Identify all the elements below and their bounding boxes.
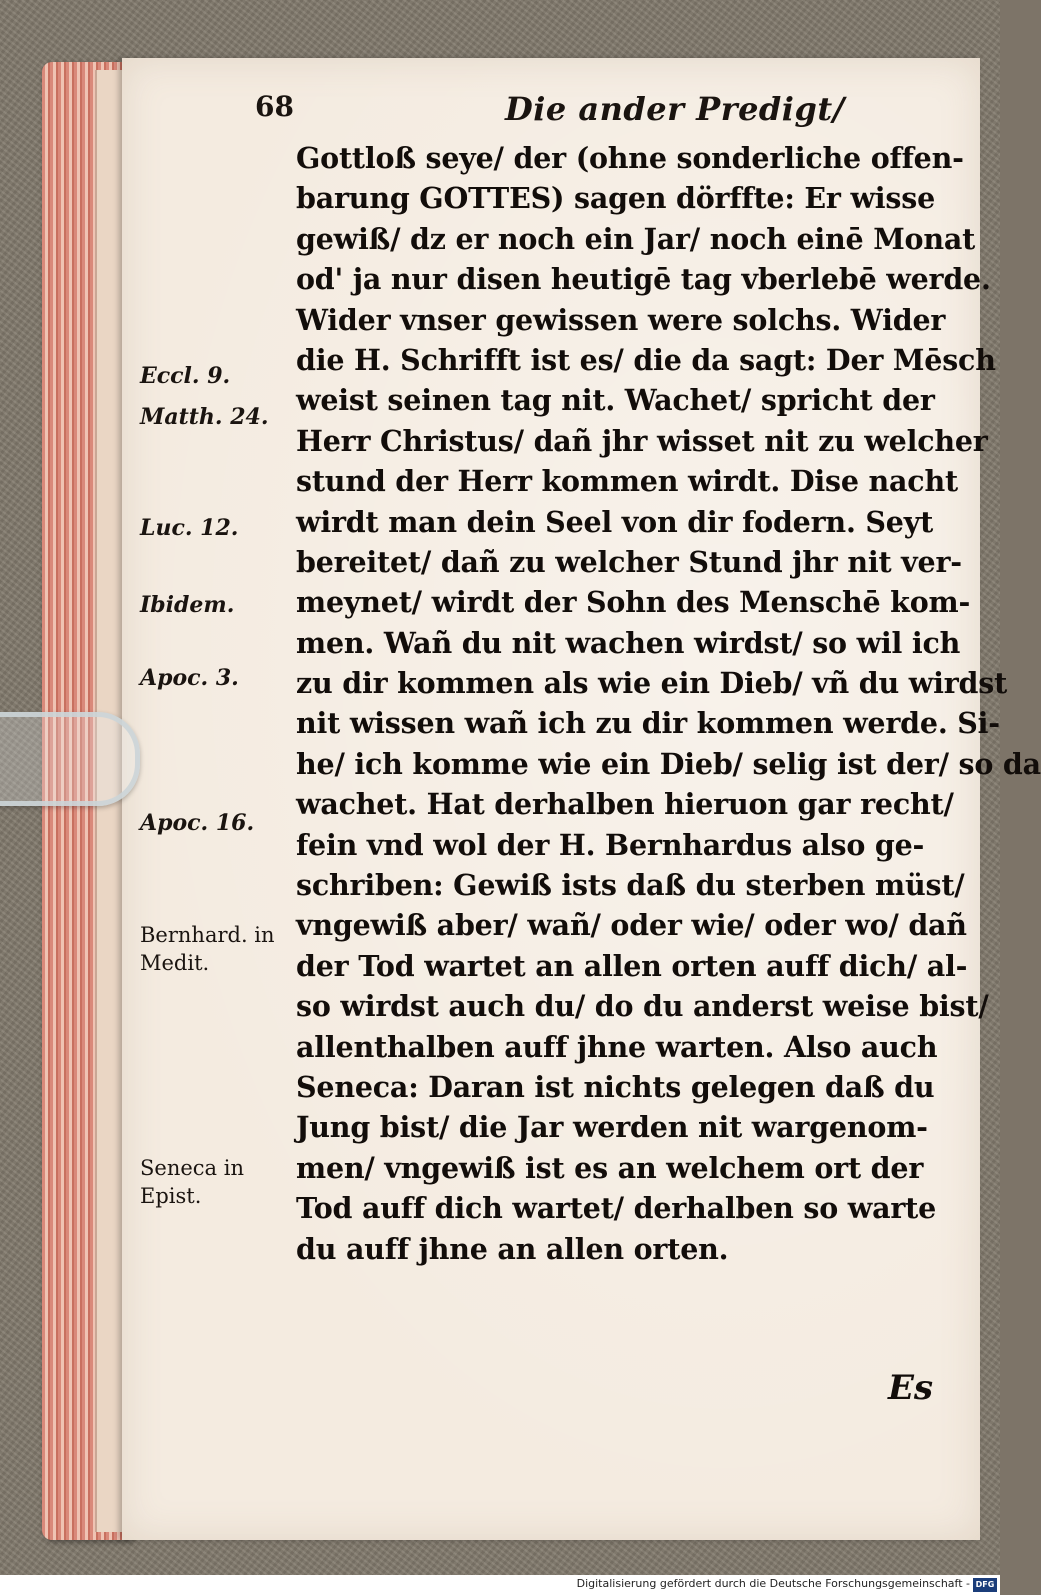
text-line: du auff jhne an allen orten. (296, 1231, 729, 1266)
text-line: Jung bist/ die Jar werden nit wargenom- (296, 1110, 928, 1145)
margin-note-bernhard: Bernhard. in (140, 923, 275, 947)
text-line: bereitet/ dañ zu welcher Stund jhr nit ver- (296, 544, 962, 579)
text-line: Seneca: Daran ist nichts gelegen daß du (296, 1069, 935, 1104)
text-line: barung GOTTES) sagen dörffte: Er wisse (296, 181, 936, 216)
margin-note-eccl: Eccl. 9. (140, 363, 231, 389)
text-line: die H. Schrifft ist es/ die da sagt: Der Mēsch (296, 342, 996, 377)
text-line: allenthalben auff jhne warten. Also auch (296, 1029, 938, 1064)
text-line: wachet. Hat derhalben hieruon gar recht/ (296, 787, 954, 822)
text-line: gewiß/ dz er noch ein Jar/ noch einē Monat (296, 221, 976, 256)
text-line: zu dir kommen als wie ein Dieb/ vñ du wirdst (296, 666, 1008, 701)
paper-clip (0, 712, 140, 806)
margin-note-luc: Luc. 12. (140, 515, 239, 541)
text-line: wirdt man dein Seel von dir fodern. Seyt (296, 504, 934, 539)
dfg-logo: DFG (973, 1578, 997, 1592)
text-line: der Tod wartet an allen orten auff dich/ al- (296, 948, 968, 983)
running-head: Die ander Predigt/ (505, 90, 845, 128)
funding-credit: Digitalisierung gefördert durch die Deutsche Forschungsgemeinschaft - (576, 1577, 970, 1590)
text-line: fein vnd wol der H. Bernhardus also ge- (296, 827, 925, 862)
margin-note-apoc-16: Apoc. 16. (140, 810, 255, 836)
text-line: he/ ich komme wie ein Dieb/ selig ist der/ so da (296, 746, 1041, 781)
text-line: weist seinen tag nit. Wachet/ spricht der (296, 383, 935, 418)
text-line: men/ vngewiß ist es an welchem ort der (296, 1150, 924, 1185)
margin-note-ibidem: Ibidem. (140, 592, 235, 618)
text-line: od' ja nur disen heutigē tag vberlebē werde. (296, 262, 991, 297)
footer-bar (0, 1575, 1000, 1595)
catchword: Es (888, 1368, 934, 1408)
text-line: vngewiß aber/ wañ/ oder wie/ oder wo/ dañ (296, 908, 967, 943)
text-line: stund der Herr kommen wirdt. Dise nacht (296, 464, 958, 499)
margin-note-matth: Matth. 24. (140, 404, 269, 430)
text-line: Wider vnser gewissen were solchs. Wider (296, 302, 946, 337)
margin-note-seneca: Seneca in (140, 1156, 244, 1180)
margin-note-apoc-3: Apoc. 3. (140, 665, 239, 691)
margin-note-medit: Medit. (140, 951, 210, 975)
body-text (296, 138, 1041, 1269)
text-line: meynet/ wirdt der Sohn des Menschē kom- (296, 585, 971, 620)
text-line: schriben: Gewiß ists daß du sterben müst/ (296, 868, 965, 903)
text-line: Gottloß seye/ der (ohne sonderliche offen- (296, 141, 964, 175)
text-line: Tod auff dich wartet/ derhalben so warte (296, 1191, 937, 1226)
text-line: Herr Christus/ dañ jhr wisset nit zu welcher (296, 423, 988, 458)
margin-note-epist: Epist. (140, 1184, 202, 1208)
text-line: nit wissen wañ ich zu dir kommen werde. Si- (296, 706, 1000, 741)
page-number: 68 (255, 90, 294, 123)
text-line: so wirdst auch du/ do du anderst weise bist/ (296, 989, 989, 1024)
page-header (255, 90, 955, 140)
text-line: men. Wañ du nit wachen wirdst/ so wil ich (296, 625, 961, 660)
